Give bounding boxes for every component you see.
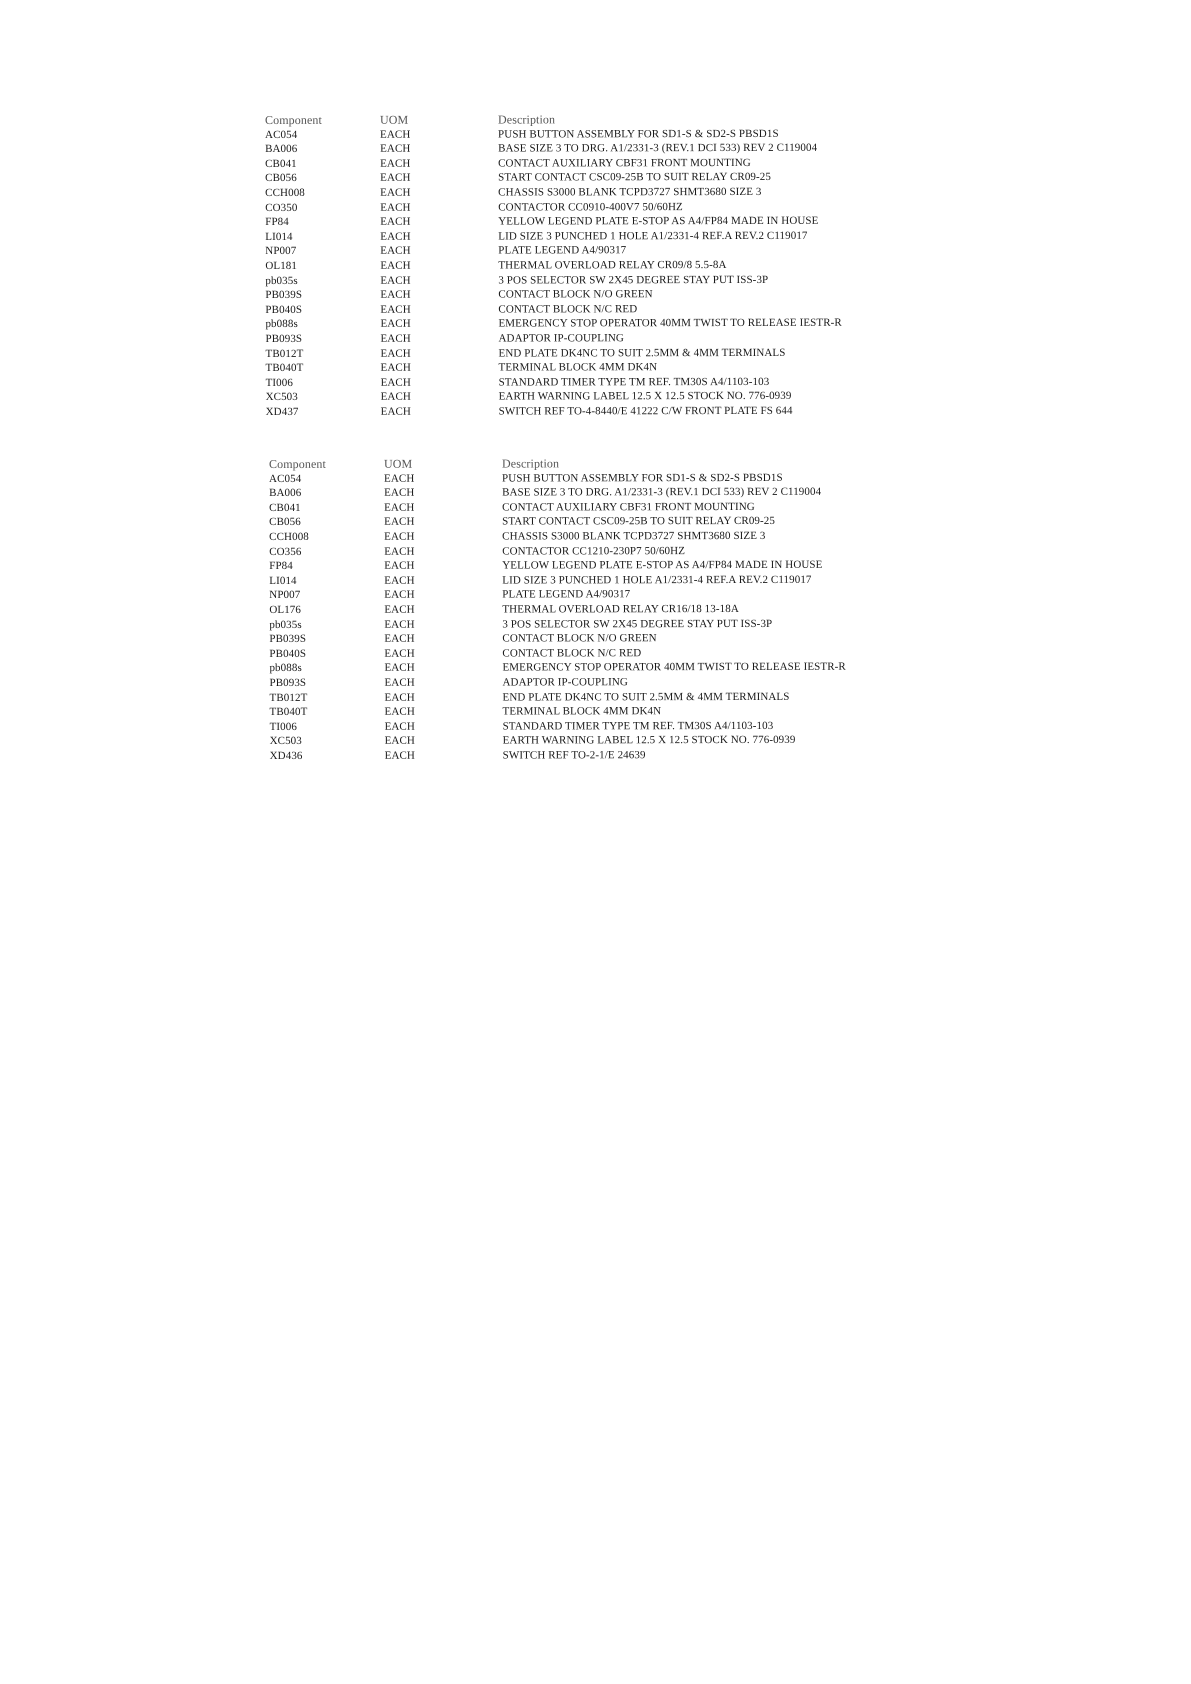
uom-cell: EACH — [380, 157, 411, 170]
description-cell: END PLATE DK4NC TO SUIT 2.5MM & 4MM TERMINALS — [498, 346, 786, 360]
component-cell: BA006 — [265, 143, 298, 156]
table-row — [266, 389, 899, 405]
description-cell: CHASSIS S3000 BLANK TCPD3727 SHMT3680 SIZE 3 — [498, 185, 762, 199]
description-cell: STANDARD TIMER TYPE TM REF. TM30S A4/1103-103 — [498, 375, 770, 389]
table-row — [269, 543, 902, 559]
description-cell: PUSH BUTTON ASSEMBLY FOR SD1-S & SD2-S PBSD1S — [502, 471, 783, 485]
table-row — [269, 689, 902, 705]
uom-cell: EACH — [380, 172, 411, 185]
description-cell: CONTACT AUXILIARY CBF31 FRONT MOUNTING — [502, 500, 755, 514]
uom-cell: EACH — [380, 186, 411, 199]
table-row — [269, 675, 902, 691]
description-cell: CONTACT BLOCK N/O GREEN — [502, 632, 657, 645]
uom-cell: EACH — [384, 574, 415, 587]
description-cell: STANDARD TIMER TYPE TM REF. TM30S A4/1103-103 — [502, 719, 774, 733]
component-column-header: Component — [265, 112, 322, 127]
uom-cell: EACH — [380, 215, 411, 228]
table-row — [269, 616, 902, 632]
component-cell: BA006 — [269, 487, 302, 500]
uom-cell: EACH — [380, 390, 411, 404]
uom-cell: EACH — [384, 486, 415, 499]
uom-cell: EACH — [380, 142, 411, 155]
table-row — [269, 485, 902, 501]
table-body — [265, 126, 899, 419]
component-cell: AC054 — [265, 128, 298, 141]
component-column-header: Component — [269, 456, 326, 471]
description-cell: CONTACT AUXILIARY CBF31 FRONT MOUNTING — [498, 156, 751, 170]
table-row — [269, 645, 902, 661]
description-cell: EMERGENCY STOP OPERATOR 40MM TWIST TO RELEASE IESTR-R — [502, 661, 846, 674]
description-cell: END PLATE DK4NC TO SUIT 2.5MM & 4MM TERMINALS — [502, 690, 790, 704]
table-row — [270, 733, 903, 749]
component-cell: TI006 — [265, 376, 293, 389]
uom-cell: EACH — [380, 128, 411, 141]
uom-cell: EACH — [380, 274, 411, 287]
description-cell: SWITCH REF TO-2-1/E 24639 — [502, 749, 646, 762]
component-cell: TB040T — [265, 362, 304, 375]
uom-cell: EACH — [380, 347, 411, 360]
component-cell: pb088s — [269, 662, 302, 675]
description-cell: THERMAL OVERLOAD RELAY CR16/18 13-18A — [502, 602, 739, 616]
description-cell: EARTH WARNING LABEL 12.5 X 12.5 STOCK NO. 776-0939 — [502, 734, 796, 747]
component-cell: PB093S — [265, 332, 303, 345]
uom-cell: EACH — [380, 332, 411, 345]
table-row — [265, 316, 898, 332]
table-row — [269, 587, 902, 603]
description-cell: LID SIZE 3 PUNCHED 1 HOLE A1/2331-4 REF.A REV.2 C119017 — [498, 229, 808, 243]
uom-cell: EACH — [380, 201, 411, 214]
table-row — [269, 499, 902, 515]
table-row — [270, 704, 903, 720]
table-row — [265, 199, 898, 215]
table-row — [265, 345, 898, 361]
component-cell: PB039S — [269, 633, 307, 646]
description-cell: CONTACTOR CC0910-400V7 50/60HZ — [498, 200, 683, 214]
description-cell: EMERGENCY STOP OPERATOR 40MM TWIST TO RELEASE IESTR-R — [498, 317, 842, 330]
uom-cell: EACH — [380, 230, 411, 243]
uom-cell: EACH — [384, 603, 415, 616]
uom-cell: EACH — [380, 405, 411, 418]
description-cell: 3 POS SELECTOR SW 2X45 DEGREE STAY PUT ISS-3P — [502, 617, 773, 631]
component-cell: pb088s — [265, 318, 298, 331]
table-body — [269, 470, 903, 763]
component-cell: pb035s — [269, 618, 302, 631]
component-cell: CB056 — [269, 516, 301, 529]
table-header — [265, 112, 898, 128]
description-cell: PLATE LEGEND A4/90317 — [498, 244, 627, 257]
table-row — [265, 301, 898, 317]
table-row — [269, 602, 902, 618]
component-cell: CO356 — [269, 545, 302, 558]
uom-cell: EACH — [384, 589, 415, 602]
uom-cell: EACH — [384, 676, 415, 689]
uom-cell: EACH — [384, 749, 415, 762]
uom-cell: EACH — [384, 516, 415, 529]
description-cell: ADAPTOR IP-COUPLING — [502, 676, 628, 689]
uom-cell: EACH — [380, 376, 411, 389]
table-row — [270, 718, 903, 734]
description-cell: YELLOW LEGEND PLATE E-STOP AS A4/FP84 MADE IN HOUSE — [502, 558, 823, 572]
table-row — [265, 126, 898, 142]
component-cell: FP84 — [265, 216, 289, 229]
component-cell: OL181 — [265, 259, 298, 272]
uom-cell: EACH — [384, 734, 415, 748]
description-cell: CONTACT BLOCK N/C RED — [498, 302, 638, 316]
table-row — [265, 258, 898, 274]
table-row — [265, 170, 898, 186]
table-row — [269, 470, 902, 486]
description-cell: BASE SIZE 3 TO DRG. A1/2331-3 (REV.1 DCI 533) REV 2 C119004 — [502, 486, 822, 499]
uom-cell: EACH — [380, 318, 411, 331]
description-cell: YELLOW LEGEND PLATE E-STOP AS A4/FP84 MADE IN HOUSE — [498, 214, 819, 228]
uom-cell: EACH — [384, 545, 415, 558]
uom-cell: EACH — [384, 472, 415, 485]
table-row — [265, 287, 898, 303]
description-cell: PUSH BUTTON ASSEMBLY FOR SD1-S & SD2-S PBSD1S — [498, 127, 779, 141]
description-cell: ADAPTOR IP-COUPLING — [498, 332, 624, 345]
table-row — [265, 141, 898, 157]
component-cell: AC054 — [269, 472, 302, 485]
component-cell: XD436 — [269, 749, 303, 762]
component-cell: CCH008 — [269, 530, 309, 543]
component-cell: LI014 — [265, 230, 293, 243]
table-row — [265, 272, 898, 288]
component-cell: TI006 — [269, 720, 297, 733]
description-cell: 3 POS SELECTOR SW 2X45 DEGREE STAY PUT ISS-3P — [498, 273, 769, 287]
table-row — [266, 374, 899, 390]
table-row — [266, 404, 899, 420]
description-cell: CONTACTOR CC1210-230P7 50/60HZ — [502, 544, 686, 558]
uom-cell: EACH — [380, 303, 411, 316]
uom-cell: EACH — [380, 361, 411, 374]
description-cell: TERMINAL BLOCK 4MM DK4N — [502, 705, 662, 718]
uom-column-header: UOM — [379, 112, 409, 127]
description-cell: TERMINAL BLOCK 4MM DK4N — [498, 361, 658, 374]
component-cell: NP007 — [265, 245, 297, 258]
table-row — [269, 514, 902, 530]
table-row — [265, 185, 898, 201]
component-cell: FP84 — [269, 560, 293, 573]
table-row — [265, 331, 898, 347]
description-cell: SWITCH REF TO-4-8440/E 41222 C/W FRONT PLATE FS 644 — [498, 404, 793, 418]
table-row — [270, 748, 903, 764]
table-row — [269, 572, 902, 588]
uom-cell: EACH — [384, 691, 415, 704]
uom-cell: EACH — [384, 720, 415, 733]
table-row — [265, 214, 898, 230]
component-cell: CO350 — [265, 201, 298, 214]
description-cell: BASE SIZE 3 TO DRG. A1/2331-3 (REV.1 DCI 533) REV 2 C119004 — [498, 142, 818, 155]
uom-cell: EACH — [380, 245, 411, 258]
uom-cell: EACH — [384, 501, 415, 514]
description-cell: CONTACT BLOCK N/O GREEN — [498, 288, 653, 301]
description-cell: START CONTACT CSC09-25B TO SUIT RELAY CR09-25 — [502, 515, 776, 528]
table-row — [269, 529, 902, 545]
uom-column-header: UOM — [383, 456, 413, 471]
table-row — [265, 155, 898, 171]
description-cell: LID SIZE 3 PUNCHED 1 HOLE A1/2331-4 REF.A REV.2 C119017 — [502, 573, 812, 587]
uom-cell: EACH — [384, 662, 415, 675]
description-cell: EARTH WARNING LABEL 12.5 X 12.5 STOCK NO. 776-0939 — [498, 390, 792, 403]
component-cell: PB040S — [269, 647, 307, 660]
component-cell: OL176 — [269, 603, 302, 616]
component-cell: XC503 — [269, 735, 302, 748]
component-cell: NP007 — [269, 589, 301, 602]
component-cell: XD437 — [265, 405, 299, 418]
component-cell: CB041 — [265, 157, 297, 170]
table-row — [269, 631, 902, 647]
component-cell: CCH008 — [265, 186, 305, 199]
table-row — [266, 360, 899, 376]
description-cell: START CONTACT CSC09-25B TO SUIT RELAY CR09-25 — [498, 171, 772, 184]
table-row — [269, 558, 902, 574]
component-cell: PB093S — [269, 676, 307, 689]
table-row — [265, 228, 898, 244]
component-cell: PB040S — [265, 303, 303, 316]
parts-table-2 — [269, 456, 903, 764]
description-cell: PLATE LEGEND A4/90317 — [502, 588, 631, 601]
uom-cell: EACH — [384, 705, 415, 718]
component-cell: CB041 — [269, 501, 301, 514]
table-header — [269, 456, 902, 472]
uom-cell: EACH — [384, 559, 415, 572]
description-cell: THERMAL OVERLOAD RELAY CR09/8 5.5-8A — [498, 258, 727, 272]
uom-cell: EACH — [384, 618, 415, 631]
description-cell: CHASSIS S3000 BLANK TCPD3727 SHMT3680 SIZE 3 — [502, 529, 766, 543]
uom-cell: EACH — [384, 647, 415, 660]
uom-cell: EACH — [380, 288, 411, 301]
uom-cell: EACH — [380, 259, 411, 272]
uom-cell: EACH — [384, 632, 415, 645]
component-cell: pb035s — [265, 274, 298, 287]
description-column-header: Description — [497, 112, 556, 127]
description-column-header: Description — [501, 456, 560, 471]
component-cell: TB012T — [265, 347, 304, 360]
table-row — [265, 243, 898, 259]
table-row — [269, 660, 902, 676]
parts-table-1 — [265, 112, 899, 420]
component-cell: TB012T — [269, 691, 308, 704]
uom-cell: EACH — [384, 530, 415, 543]
component-cell: CB056 — [265, 172, 297, 185]
component-cell: TB040T — [269, 706, 308, 719]
component-cell: XC503 — [265, 391, 298, 404]
component-cell: LI014 — [269, 574, 297, 587]
description-cell: CONTACT BLOCK N/C RED — [502, 646, 642, 660]
component-cell: PB039S — [265, 289, 303, 302]
